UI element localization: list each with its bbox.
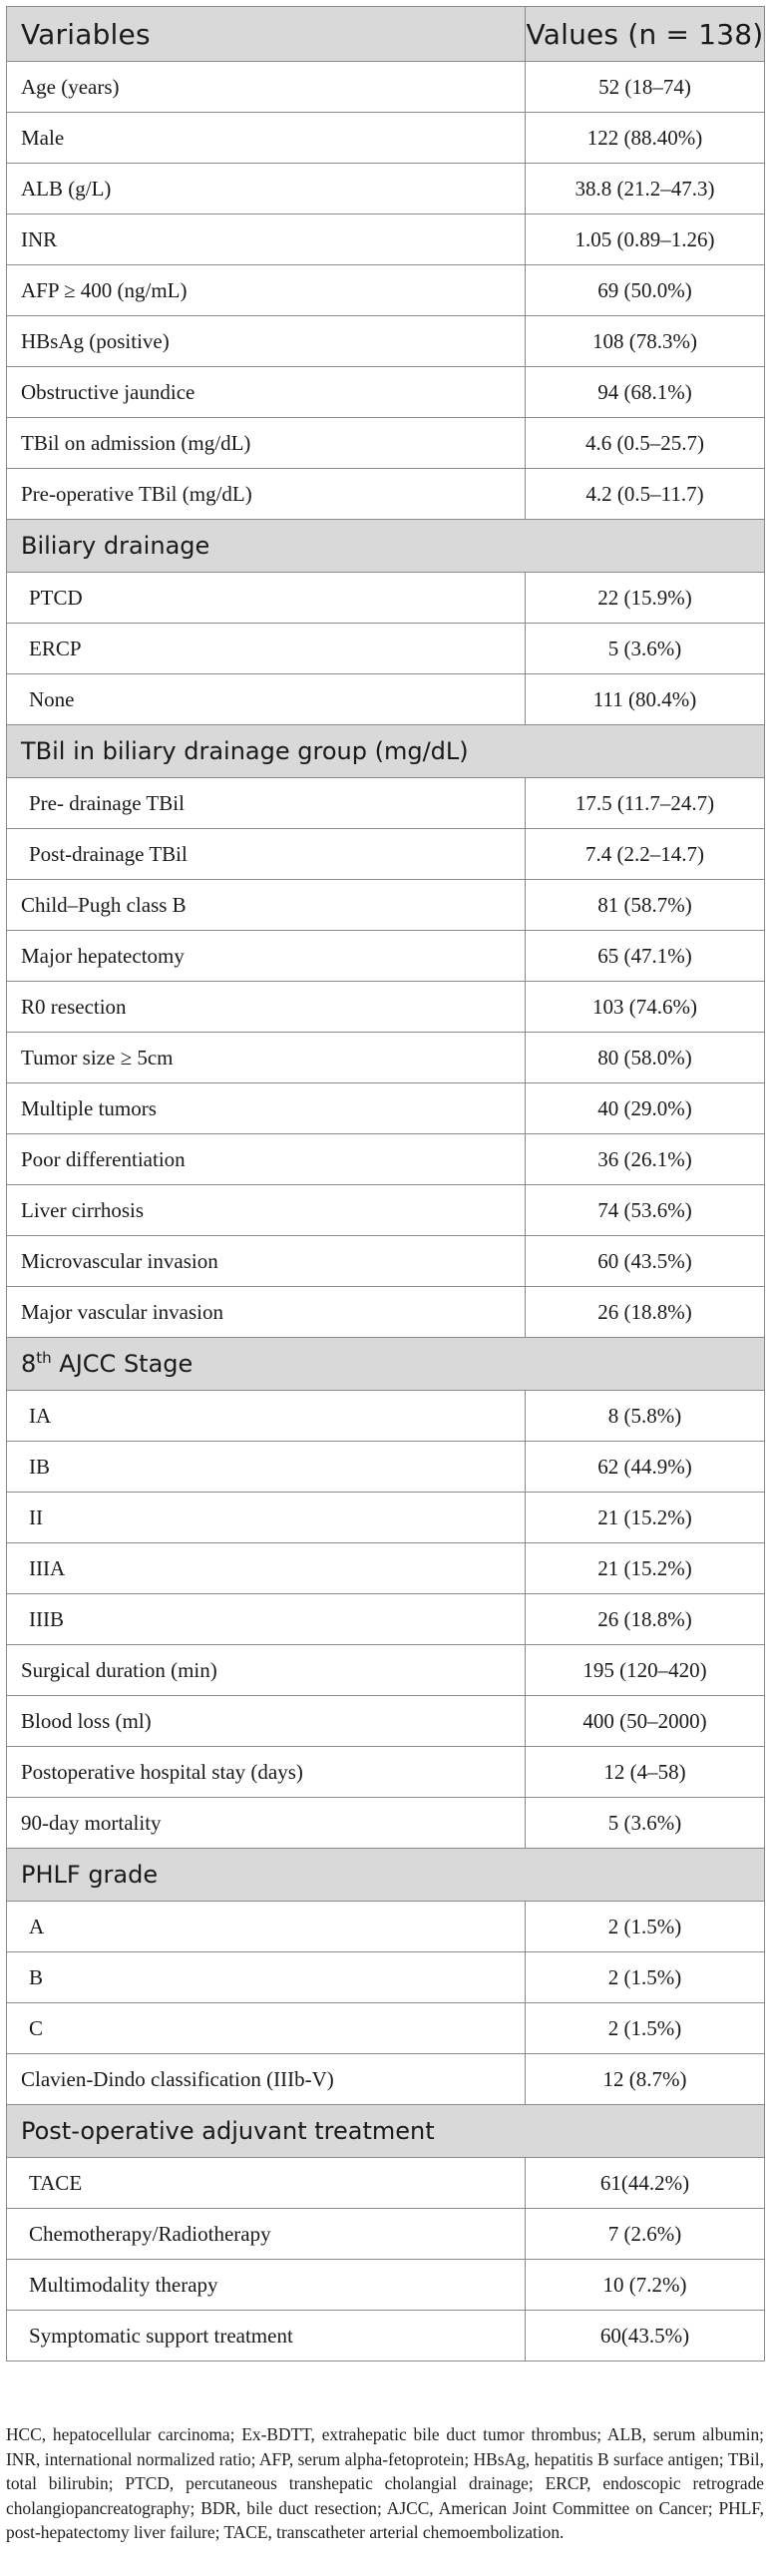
- section-title-number: 8: [21, 1350, 37, 1378]
- row-value: 80 (58.0%): [526, 1033, 765, 1083]
- row-label: Multimodality therapy: [7, 2260, 526, 2311]
- row-value: 10 (7.2%): [526, 2260, 765, 2311]
- table-row: [7, 2311, 765, 2361]
- row-value: 122 (88.40%): [526, 113, 765, 164]
- row-label: IIIA: [7, 1543, 526, 1594]
- row-label: Surgical duration (min): [7, 1645, 526, 1696]
- row-value: 17.5 (11.7–24.7): [526, 778, 765, 829]
- row-value: 61(44.2%): [526, 2158, 765, 2209]
- row-label: Major hepatectomy: [7, 931, 526, 982]
- row-value: 21 (15.2%): [526, 1543, 765, 1594]
- row-value: 12 (8.7%): [526, 2054, 765, 2105]
- table-row: [7, 1185, 765, 1236]
- row-value: 2 (1.5%): [526, 1902, 765, 1952]
- row-value: 69 (50.0%): [526, 265, 765, 316]
- row-value: 36 (26.1%): [526, 1134, 765, 1185]
- row-label: Multiple tumors: [7, 1083, 526, 1134]
- row-value: 74 (53.6%): [526, 1185, 765, 1236]
- table-row: [7, 2209, 765, 2260]
- row-label: R0 resection: [7, 982, 526, 1033]
- table-row: [7, 1083, 765, 1134]
- table-row: [7, 674, 765, 725]
- row-value: 5 (3.6%): [526, 1798, 765, 1849]
- row-value: 94 (68.1%): [526, 367, 765, 418]
- row-label: Age (years): [7, 62, 526, 113]
- table-row: [7, 1594, 765, 1645]
- row-label: Pre-operative TBil (mg/dL): [7, 469, 526, 520]
- row-value: 7.4 (2.2–14.7): [526, 829, 765, 880]
- section-title: TBil in biliary drainage group (mg/dL): [7, 725, 765, 778]
- table-row: [7, 1798, 765, 1849]
- table-row: [7, 2003, 765, 2054]
- section-title: PHLF grade: [7, 1849, 765, 1902]
- row-value: 2 (1.5%): [526, 2003, 765, 2054]
- row-label: Major vascular invasion: [7, 1287, 526, 1338]
- row-value: 7 (2.6%): [526, 2209, 765, 2260]
- table-row: [7, 1442, 765, 1493]
- row-value: 22 (15.9%): [526, 573, 765, 624]
- row-label: Symptomatic support treatment: [7, 2311, 526, 2361]
- row-label: None: [7, 674, 526, 725]
- table-row: [7, 1543, 765, 1594]
- table-row: [7, 367, 765, 418]
- row-label: TBil on admission (mg/dL): [7, 418, 526, 469]
- section-title: [7, 1338, 765, 1391]
- section-header-ajcc-stage: [7, 1338, 765, 1391]
- row-label: Chemotherapy/Radiotherapy: [7, 2209, 526, 2260]
- row-label: Poor differentiation: [7, 1134, 526, 1185]
- row-value: 65 (47.1%): [526, 931, 765, 982]
- row-label: IIIB: [7, 1594, 526, 1645]
- table-row: [7, 1645, 765, 1696]
- table-row: [7, 265, 765, 316]
- row-value: 81 (58.7%): [526, 880, 765, 931]
- row-label: AFP ≥ 400 (ng/mL): [7, 265, 526, 316]
- row-label: 90-day mortality: [7, 1798, 526, 1849]
- row-label: Pre- drainage TBil: [7, 778, 526, 829]
- row-label: TACE: [7, 2158, 526, 2209]
- row-label: Liver cirrhosis: [7, 1185, 526, 1236]
- row-label: Clavien-Dindo classification (IIIb-V): [7, 2054, 526, 2105]
- values-column-header: Values (n = 138): [526, 7, 765, 62]
- row-value: 26 (18.8%): [526, 1287, 765, 1338]
- section-title-superscript: th: [36, 1349, 52, 1367]
- row-value: 8 (5.8%): [526, 1391, 765, 1442]
- row-label: PTCD: [7, 573, 526, 624]
- row-value: 5 (3.6%): [526, 624, 765, 674]
- table-row: [7, 2158, 765, 2209]
- row-value: 12 (4–58): [526, 1747, 765, 1798]
- row-label: ALB (g/L): [7, 164, 526, 215]
- row-value: 38.8 (21.2–47.3): [526, 164, 765, 215]
- table-row: [7, 624, 765, 674]
- table-row: [7, 62, 765, 113]
- table-row: [7, 1391, 765, 1442]
- row-value: 111 (80.4%): [526, 674, 765, 725]
- row-label: Tumor size ≥ 5cm: [7, 1033, 526, 1083]
- table-row: [7, 164, 765, 215]
- row-value: 103 (74.6%): [526, 982, 765, 1033]
- table-row: [7, 316, 765, 367]
- row-label: A: [7, 1902, 526, 1952]
- row-value: 4.6 (0.5–25.7): [526, 418, 765, 469]
- row-value: 400 (50–2000): [526, 1696, 765, 1747]
- row-label: C: [7, 2003, 526, 2054]
- row-label: Male: [7, 113, 526, 164]
- table-row: [7, 1134, 765, 1185]
- row-label: ERCP: [7, 624, 526, 674]
- row-label: Child–Pugh class B: [7, 880, 526, 931]
- section-title-text: AJCC Stage: [51, 1350, 193, 1378]
- table-row: [7, 2260, 765, 2311]
- table-row: [7, 1493, 765, 1543]
- table-header-row: [7, 7, 765, 62]
- baseline-characteristics-table: [6, 6, 765, 2361]
- table-row: [7, 573, 765, 624]
- section-header-biliary-drainage: [7, 520, 765, 573]
- table-row: [7, 1902, 765, 1952]
- table-row: [7, 880, 765, 931]
- row-value: 21 (15.2%): [526, 1493, 765, 1543]
- table-row: [7, 1033, 765, 1083]
- row-value: 108 (78.3%): [526, 316, 765, 367]
- table-row: [7, 931, 765, 982]
- table-row: [7, 1952, 765, 2003]
- row-value: 62 (44.9%): [526, 1442, 765, 1493]
- variables-column-header: Variables: [7, 7, 526, 62]
- row-value: 195 (120–420): [526, 1645, 765, 1696]
- table-row: [7, 1696, 765, 1747]
- table-row: [7, 418, 765, 469]
- row-value: 40 (29.0%): [526, 1083, 765, 1134]
- row-label: Postoperative hospital stay (days): [7, 1747, 526, 1798]
- table-row: [7, 829, 765, 880]
- table-row: [7, 2054, 765, 2105]
- table-row: [7, 469, 765, 520]
- row-label: HBsAg (positive): [7, 316, 526, 367]
- table-row: [7, 1236, 765, 1287]
- section-header-adjuvant-treatment: [7, 2105, 765, 2158]
- row-label: IA: [7, 1391, 526, 1442]
- table-row: [7, 113, 765, 164]
- row-label: Blood loss (ml): [7, 1696, 526, 1747]
- table-row: [7, 215, 765, 265]
- row-label: IB: [7, 1442, 526, 1493]
- row-label: B: [7, 1952, 526, 2003]
- table-row: [7, 982, 765, 1033]
- row-label: Microvascular invasion: [7, 1236, 526, 1287]
- row-value: 60(43.5%): [526, 2311, 765, 2361]
- section-title: Biliary drainage: [7, 520, 765, 573]
- section-header-phlf-grade: [7, 1849, 765, 1902]
- row-value: 4.2 (0.5–11.7): [526, 469, 765, 520]
- row-label: INR: [7, 215, 526, 265]
- row-value: 26 (18.8%): [526, 1594, 765, 1645]
- row-label: Obstructive jaundice: [7, 367, 526, 418]
- table-footnote: HCC, hepatocellular carcinoma; Ex-BDTT, extrahepatic bile duct tumor thrombus; ALB, serum albumin; INR, international normalized ratio; AFP, serum alpha-fetoprotein; HBsAg, hepatitis B surface antigen; TBil, total bilirubin; PTCD, percutaneous transhepatic cholangial drainage; ERCP, endoscopic retrograde cholangiopancreatography; BDR, bile duct resection; AJCC, American Joint Committee on Cancer; PHLF, post-hepatectomy liver failure; TACE, transcatheter arterial chemoembolization.: [6, 2424, 764, 2543]
- section-header-tbil-drainage-group: [7, 725, 765, 778]
- table-row: [7, 1287, 765, 1338]
- row-value: 52 (18–74): [526, 62, 765, 113]
- table-row: [7, 1747, 765, 1798]
- row-label: II: [7, 1493, 526, 1543]
- row-value: 60 (43.5%): [526, 1236, 765, 1287]
- row-value: 2 (1.5%): [526, 1952, 765, 2003]
- baseline-characteristics-table-container: [6, 6, 764, 2361]
- row-value: 1.05 (0.89–1.26): [526, 215, 765, 265]
- row-label: Post-drainage TBil: [7, 829, 526, 880]
- section-title: Post-operative adjuvant treatment: [7, 2105, 765, 2158]
- table-row: [7, 778, 765, 829]
